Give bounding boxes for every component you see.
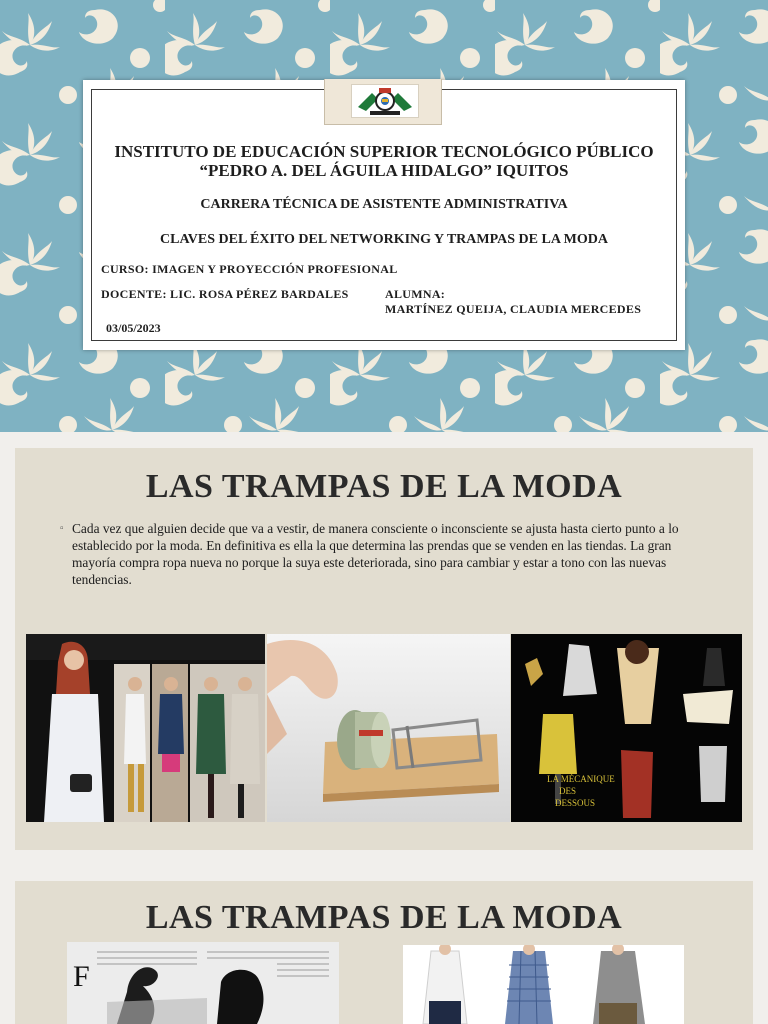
logo-tab: [324, 79, 442, 125]
institution-name: INSTITUTO DE EDUCACIÓN SUPERIOR TECNOLÓGICO PÚBLICO “PEDRO A. DEL ÁGUILA HIDALGO” IQUITOS: [114, 142, 654, 180]
svg-text:DES: DES: [559, 786, 577, 796]
student-name: MARTÍNEZ QUEIJA, CLAUDIA MERCEDES: [385, 302, 642, 316]
cover-card: [83, 80, 685, 350]
money-mousetrap-photo: [267, 634, 510, 822]
bullet-text: Cada vez que alguien decide que va a vestir, de manera consciente o inconsciente se ajusta hasta cierto punto a lo establecido por la moda. En definitiva es ella la que determina las prendas que se venden en las tiendas. La gran mayoría compra ropa nueva no porque la suya este deteriorada, sino para cambiar y estar a tono con las nuevas tendencias.: [72, 521, 679, 587]
course-label: CURSO: IMAGEN Y PROYECCIÓN PROFESIONAL: [101, 262, 398, 276]
slide-fashion-traps: [15, 448, 753, 850]
corsets-exhibition-photo: [511, 634, 742, 822]
magazine-collage-photo: [67, 942, 339, 1024]
mens-shirts-photo: [403, 945, 684, 1024]
magazine-initial: F: [73, 960, 90, 993]
slide-title: LAS TRAMPAS DE LA MODA: [145, 899, 623, 936]
institute-logo-icon: [351, 84, 419, 118]
date-label: 03/05/2023: [106, 321, 161, 335]
bullet-paragraph: [60, 520, 696, 588]
slide-title: LAS TRAMPAS DE LA MODA: [145, 468, 623, 505]
cover-slide: [0, 0, 768, 432]
student-label: ALUMNA:: [385, 287, 446, 301]
teacher-label: DOCENTE: LIC. ROSA PÉREZ BARDALES: [101, 287, 349, 301]
svg-text:DESSOUS: DESSOUS: [555, 798, 596, 808]
bullet-icon: ▫: [60, 523, 64, 534]
street-fashion-photo: [26, 634, 265, 822]
career-title: CARRERA TÉCNICA DE ASISTENTE ADMINISTRATIVA: [200, 197, 568, 212]
corset-caption: LA MÉCANIQUE: [547, 774, 615, 784]
topic-title: CLAVES DEL ÉXITO DEL NETWORKING Y TRAMPAS DE LA MODA: [160, 232, 608, 247]
slide-fashion-traps-2: [15, 881, 753, 1024]
